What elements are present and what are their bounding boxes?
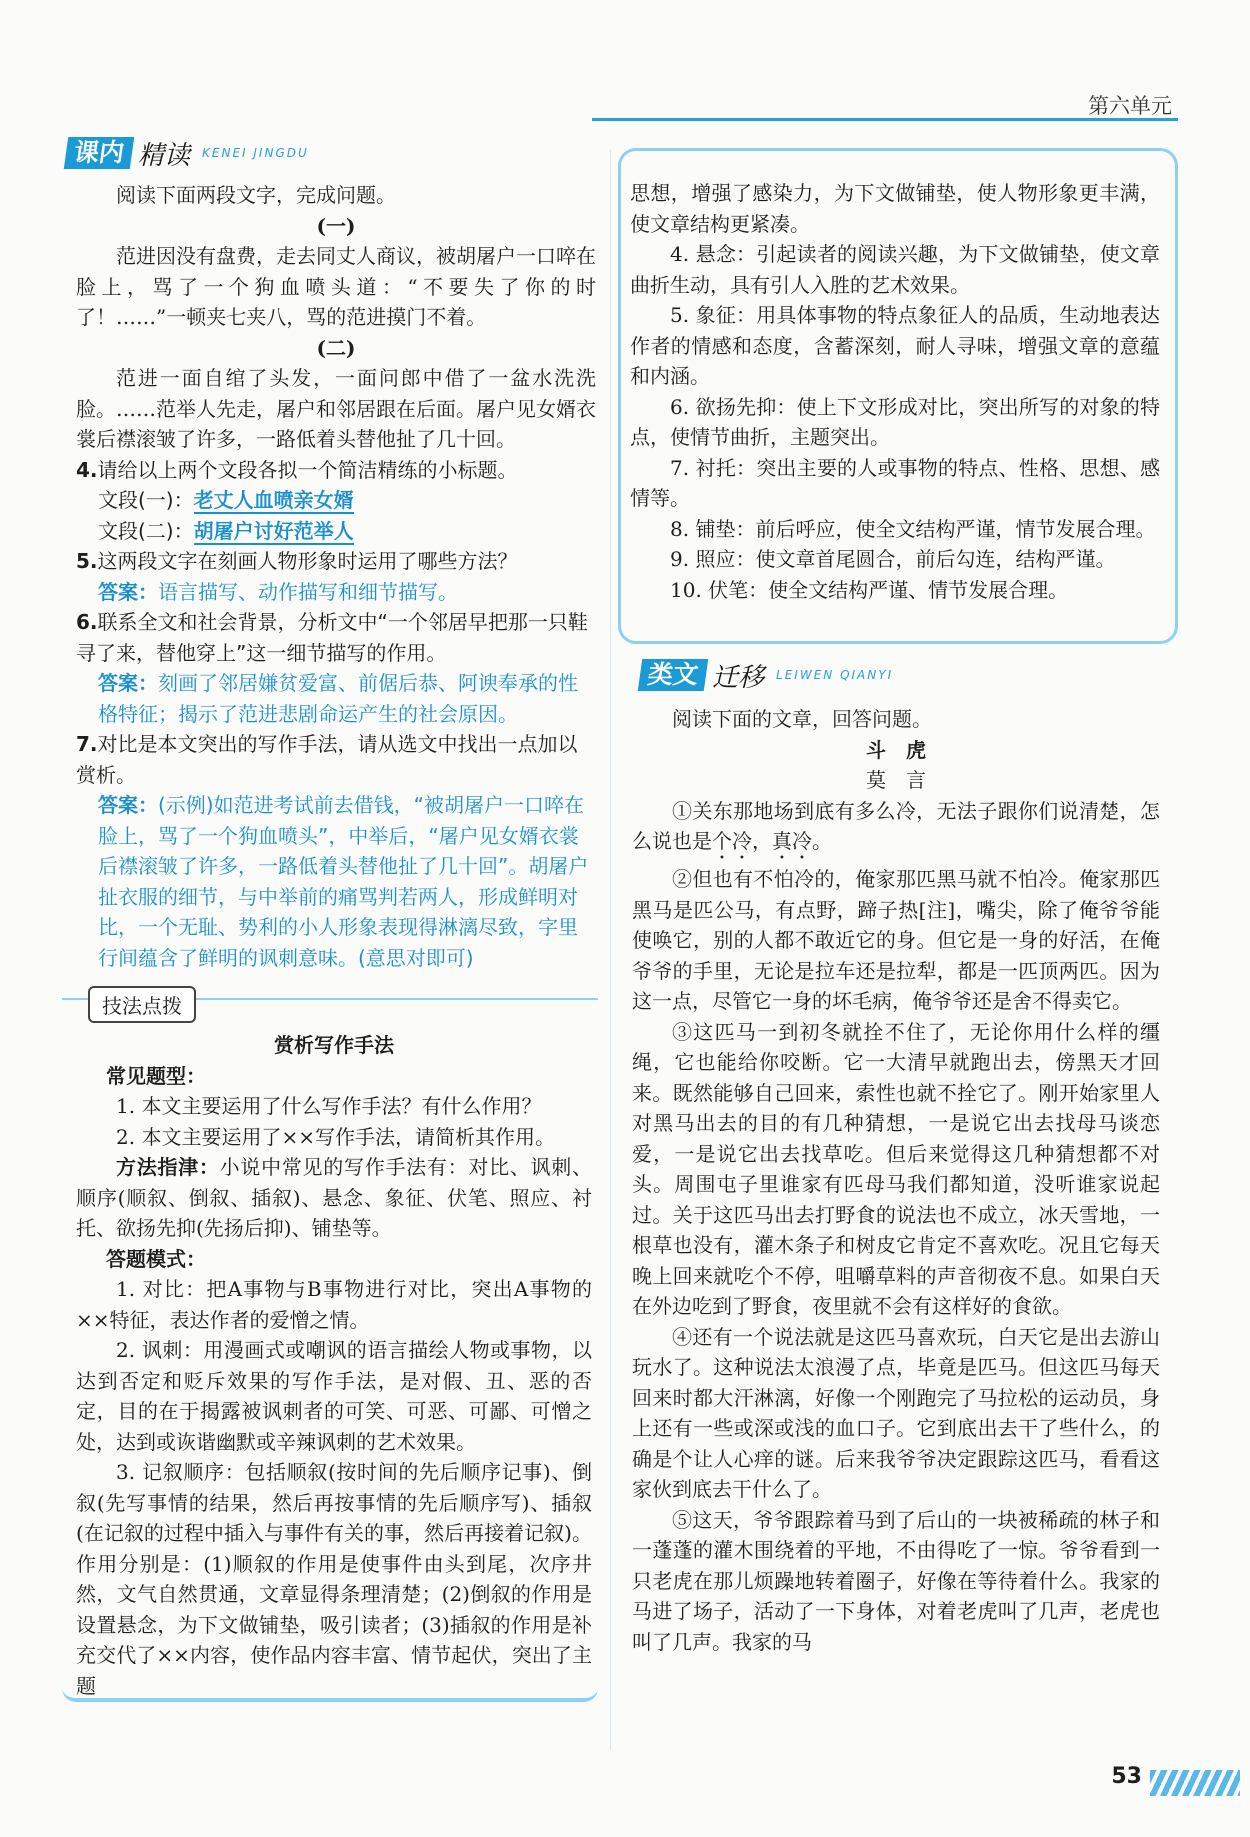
mode-10: 10. 伏笔：使全文结构严谨、情节发展合理。 (670, 577, 1069, 602)
answer-fill: 老丈人血喷亲女婿 (193, 488, 354, 512)
story-author: 莫 言 (866, 768, 926, 792)
column-divider (610, 150, 611, 1750)
answer-label: 答案： (98, 579, 158, 604)
story-paragraph-4: ④还有一个说法就是这匹马喜欢玩，白天它是出去游山玩水了。这种说法太浪漫了点，毕竟是匹马。但这匹马每天回来时都大汗淋漓，好像一个刚跑完了马拉松的运动员，身上还有一些或深或浅的血口子。它到底出去干了些什么，的确是个让人心痒的谜。后来我爷爷决定跟踪这匹马，看看这家伙到底去干什么了。 (632, 1324, 1160, 1501)
answer-5 (76, 577, 596, 608)
page-number: 53 (1111, 1764, 1142, 1789)
method-text: 小说中常见的写作手法有：对比、讽刺、顺序(顺叙、倒叙、插叙)、悬念、象征、伏笔、照应、衬托、欲扬先抑(先扬后抑)、铺垫等。 (76, 1155, 593, 1240)
mode-9: 9. 照应：使文章首尾圆合，前后勾连，结构严谨。 (670, 547, 1116, 571)
question-4 (76, 455, 596, 486)
mode-1: 1. 对比：把A事物与B事物进行对比，突出A事物的××特征，表达作者的爱憎之情。 (76, 1277, 592, 1332)
tips-continued: 思想，增强了感染力，为下文做铺垫，使人物形象更丰满，使文章结构更紧凑。 (630, 181, 1160, 236)
part2-text: 范进一面自绾了头发，一面问郎中借了一盆水洗洗脸。……范举人先走，屠户和邻居跟在后面。屠户见女婿衣裳后襟滚皱了许多，一路低着头替他扯了几十回。 (76, 366, 596, 451)
right-column-top (630, 178, 1160, 605)
reading-intro: 阅读下面两段文字，完成问题。 (116, 183, 396, 207)
answer-4-1 (76, 485, 596, 516)
header-rule (592, 118, 1178, 121)
mode-8: 8. 铺垫：前后呼应，使全文结构严谨，情节发展合理。 (670, 516, 1156, 541)
answer-7 (76, 790, 596, 973)
method-label: 方法指津： (116, 1155, 220, 1179)
mode-6: 6. 欲扬先抑：使上下文形成对比，突出所写的对象的特点，使情节曲折，主题突出。 (630, 394, 1160, 449)
question-number: 7. (76, 732, 98, 756)
question-text: 对比是本文突出的写作手法，请从选文中找出一点加以赏析。 (76, 732, 578, 787)
question-5 (76, 546, 596, 577)
section-pinyin: LEIWEN QIANYI (776, 668, 894, 682)
section-tag: 类文 (638, 659, 709, 691)
section-word: 精读 (138, 140, 191, 171)
unit-title: 第六单元 (1088, 94, 1172, 118)
answer-label: 文段(一)： (98, 488, 194, 512)
story-paragraph-1 (632, 796, 1160, 865)
type-2: 2. 本文主要运用了××写作手法，请简析其作用。 (116, 1124, 555, 1149)
method (76, 1152, 592, 1244)
question-text: 联系全文和社会背景，分析文中“一个邻居早把那一只鞋寻了来，替他穿上”这一细节描写的作用。 (76, 610, 588, 665)
answer-text: 刻画了邻居嫌贫爱富、前倨后恭、阿谀奉承的性格特征；揭示了范进悲剧命运产生的社会原因。 (98, 671, 578, 726)
answer-label: 文段(二)： (98, 518, 194, 543)
answer-fill: 胡屠户讨好范举人 (193, 518, 354, 543)
mode-5: 5. 象征：用具体事物的特点象征人的品质，生动地表达作者的情感和态度，含蓄深刻，耐人寻味，增强文章的意蕴和内涵。 (630, 303, 1160, 388)
section-tag: 课内 (64, 137, 135, 169)
section-word: 迁移 (712, 662, 765, 693)
p1-end: 。 (812, 829, 832, 853)
story-paragraph-2: ②但也有不怕冷的，俺家那匹黑马就不怕冷。俺家那匹黑马是匹公马，有点野，蹄子热[注]，嘴尖，除了俺爷爷能使唤它，别的人都不敢近它的身。但它是一身的好活，在俺爷爷的手里，无论是拉车还是拉犁，都是一匹顶两匹。因为这一点，尽管它一身的坏毛病，俺爷爷还是舍不得卖它。 (632, 867, 1160, 1013)
story-paragraph-3: ③这匹马一到初冬就拴不住了，无论你用什么样的缰绳，它也能给你咬断。它一大清早就跑出去，傍黑天才回来。既然能够自己回来，索性也就不拴它了。刚开始家里人对黑马出去的目的有几种猜想，一是说它出去找母马谈恋爱，一是说它出去找草吃。但后来觉得这几种猜想都不对头。周围屯子里谁家有匹母马我们都知道，没听谁家说起过。关于这匹马出去打野食的说法也不成立，冰天雪地，一根草也没有，灌木条子和树皮它肯定不喜欢吃。况且它每天晚上回来就吃个不停，咀嚼草料的声音彻夜不息。如果白天在外边吃到了野食，夜里就不会有这样好的食欲。 (632, 1019, 1160, 1318)
part1-title: (一) (316, 213, 356, 238)
p1-text: ①关东那地场到底有多么冷，无法子跟你们说清楚，怎么说也是 (632, 798, 1160, 853)
answer-4-2 (76, 516, 596, 547)
type-1: 1. 本文主要运用了什么写作手法？有什么作用？ (116, 1094, 542, 1118)
question-number: 6. (76, 610, 98, 634)
mode-7: 7. 衬托：突出主要的人或事物的特点、性格、思想、感情等。 (630, 455, 1160, 510)
part1-text: 范进因没有盘费，走去同丈人商议，被胡屠户一口啐在脸上，骂了一个狗血喷头道：“不要失了你的时了！……”一顿夹七夹八，骂的范进摸门不着。 (76, 244, 596, 329)
section-header-kenei (66, 136, 309, 170)
p1-emphasis: 个冷，真冷 (712, 829, 812, 853)
answer-label: 答案： (98, 671, 158, 695)
mode-2: 2. 讽刺：用漫画式或嘲讽的语言描绘人物或事物，以达到否定和贬斥效果的写作手法，是对假、丑、恶的否定，目的在于揭露被讽刺者的可笑、可恶、可鄙、可憎之处，达到或诙谐幽默或辛辣讽刺的艺术效果。 (76, 1338, 592, 1454)
mode-4: 4. 悬念：引起读者的阅读兴趣，为下文做铺垫，使文章曲折生动，具有引人入胜的艺术效果。 (630, 242, 1160, 297)
answer-6 (76, 668, 596, 729)
answer-text: 语言描写、动作描写和细节描写。 (158, 579, 458, 604)
mode-3: 3. 记叙顺序：包括顺叙(按时间的先后顺序记事)、倒叙(先写事情的结果，然后再按事情的先后顺序写)、插叙(在记叙的过程中插入与事件有关的事，然后再接着记叙)。作用分别是：(1)顺叙的作用是使事件由头到尾，次序井然，文气自然贯通，文章显得条理清楚；(2)倒叙的作用是设置悬念，为下文做铺垫，吸引读者；(3)插叙的作用是补充交代了××内容，使作品内容丰富、情节起伏，突出了主题 (76, 1460, 592, 1698)
tips-tab: 技法点拨 (88, 986, 196, 1023)
section-header-leiwen (640, 658, 893, 692)
tips-title: 赏析写作手法 (274, 1033, 394, 1057)
question-text: 这两段文字在刻画人物形象时运用了哪些方法？ (97, 549, 518, 573)
answer-label: 答案： (98, 793, 158, 817)
story-intro: 阅读下面的文章，回答问题。 (672, 707, 932, 731)
mode-label: 答题模式： (106, 1246, 206, 1271)
answer-text: (示例)如范进考试前去借钱，“被胡屠户一口啐在脸上，骂了一个狗血喷头”，中举后，“屠户见女婿衣裳后襟滚皱了许多，一路低着头替他扯了几十回”。胡屠户扯衣服的细节，与中举前的痛骂判若两人，形成鲜明对比，一个无耻、势利的小人形象表现得淋漓尽致，字里行间蕴含了鲜明的讽刺意味。(意思对即可) (98, 793, 589, 970)
section-pinyin: KENEI JINGDU (202, 146, 309, 160)
question-7 (76, 729, 596, 790)
types-label: 常见题型： (106, 1063, 206, 1088)
question-6 (76, 607, 596, 668)
story-title: 斗 虎 (866, 737, 926, 762)
question-text: 请给以上两个文段各拟一个简洁精练的小标题。 (97, 457, 518, 482)
left-column (76, 180, 596, 973)
right-column-story (632, 704, 1160, 1657)
question-number: 4. (76, 457, 98, 482)
story-paragraph-5: ⑤这天，爷爷跟踪着马到了后山的一块被稀疏的林子和一蓬蓬的灌木围绕着的平地，不由得吃了一惊。爷爷看到一只老虎在那儿烦躁地转着圈子，好像在等待着什么。我家的马进了场子，活动了一下身体，对着老虎叫了几声，老虎也叫了几声。我家的马 (632, 1507, 1160, 1654)
tips-content (76, 1030, 592, 1701)
page-stripe-decoration (1150, 1770, 1240, 1796)
question-number: 5. (76, 549, 98, 573)
part2-title: (二) (316, 335, 356, 360)
